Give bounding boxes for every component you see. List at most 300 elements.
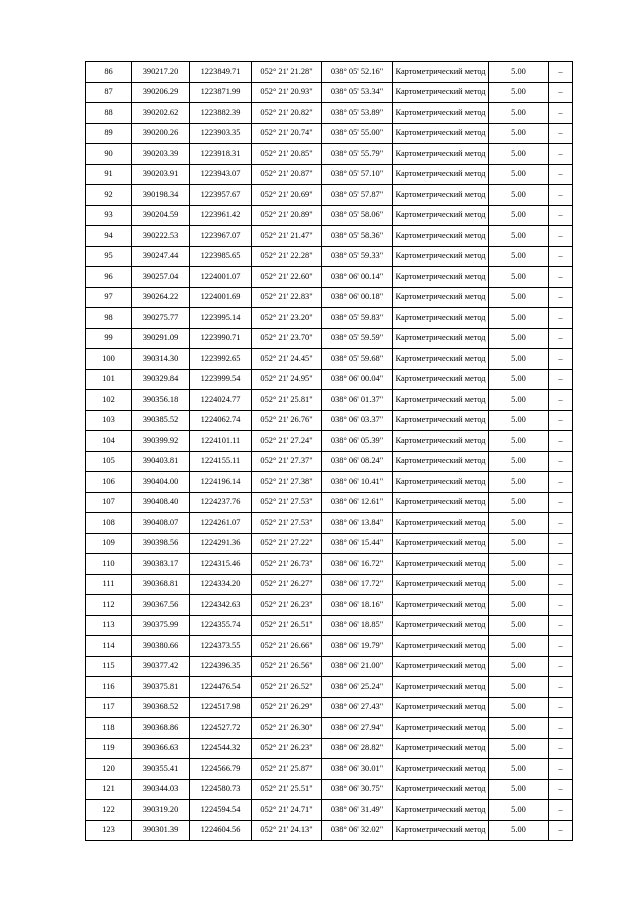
longitude-cell: 038° 05' 53.34": [322, 82, 393, 103]
method-cell: Картометрический метод: [393, 718, 489, 739]
accuracy-cell: 5.00: [489, 451, 549, 472]
point-number-cell: 96: [86, 267, 132, 288]
accuracy-cell: 5.00: [489, 656, 549, 677]
accuracy-cell: 5.00: [489, 595, 549, 616]
x-coordinate-cell: 390375.99: [132, 615, 190, 636]
point-number-cell: 117: [86, 697, 132, 718]
method-cell: Картометрический метод: [393, 246, 489, 267]
latitude-cell: 052° 21' 26.73": [252, 554, 322, 575]
note-cell: –: [549, 779, 573, 800]
point-number-cell: 115: [86, 656, 132, 677]
method-cell: Картометрический метод: [393, 308, 489, 329]
y-coordinate-cell: 1223967.07: [190, 226, 252, 247]
accuracy-cell: 5.00: [489, 410, 549, 431]
latitude-cell: 052° 21' 23.70": [252, 328, 322, 349]
table-row: [86, 246, 573, 267]
point-number-cell: 86: [86, 62, 132, 83]
longitude-cell: 038° 06' 28.82": [322, 738, 393, 759]
latitude-cell: 052° 21' 25.81": [252, 390, 322, 411]
note-cell: –: [549, 759, 573, 780]
note-cell: –: [549, 574, 573, 595]
note-cell: –: [549, 820, 573, 841]
x-coordinate-cell: 390247.44: [132, 246, 190, 267]
y-coordinate-cell: 1224544.32: [190, 738, 252, 759]
table-row: [86, 800, 573, 821]
note-cell: –: [549, 62, 573, 83]
point-number-cell: 92: [86, 185, 132, 206]
longitude-cell: 038° 06' 18.85": [322, 615, 393, 636]
latitude-cell: 052° 21' 25.51": [252, 779, 322, 800]
coordinates-table: [85, 61, 573, 841]
table-row: [86, 103, 573, 124]
table-row: [86, 451, 573, 472]
method-cell: Картометрический метод: [393, 226, 489, 247]
point-number-cell: 108: [86, 513, 132, 534]
x-coordinate-cell: 390314.30: [132, 349, 190, 370]
point-number-cell: 109: [86, 533, 132, 554]
y-coordinate-cell: 1223992.65: [190, 349, 252, 370]
x-coordinate-cell: 390366.63: [132, 738, 190, 759]
table-row: [86, 349, 573, 370]
longitude-cell: 038° 06' 00.14": [322, 267, 393, 288]
y-coordinate-cell: 1224604.56: [190, 820, 252, 841]
latitude-cell: 052° 21' 27.53": [252, 492, 322, 513]
x-coordinate-cell: 390200.26: [132, 123, 190, 144]
longitude-cell: 038° 06' 27.43": [322, 697, 393, 718]
table-row: [86, 738, 573, 759]
accuracy-cell: 5.00: [489, 800, 549, 821]
longitude-cell: 038° 05' 59.68": [322, 349, 393, 370]
longitude-cell: 038° 06' 13.84": [322, 513, 393, 534]
point-number-cell: 95: [86, 246, 132, 267]
longitude-cell: 038° 06' 30.01": [322, 759, 393, 780]
note-cell: –: [549, 144, 573, 165]
table-body: [86, 62, 573, 841]
table-row: [86, 574, 573, 595]
method-cell: Картометрический метод: [393, 287, 489, 308]
accuracy-cell: 5.00: [489, 677, 549, 698]
y-coordinate-cell: 1224594.54: [190, 800, 252, 821]
latitude-cell: 052° 21' 24.45": [252, 349, 322, 370]
longitude-cell: 038° 06' 00.18": [322, 287, 393, 308]
point-number-cell: 100: [86, 349, 132, 370]
latitude-cell: 052° 21' 26.23": [252, 738, 322, 759]
accuracy-cell: 5.00: [489, 390, 549, 411]
note-cell: –: [549, 246, 573, 267]
y-coordinate-cell: 1224396.35: [190, 656, 252, 677]
x-coordinate-cell: 390291.09: [132, 328, 190, 349]
accuracy-cell: 5.00: [489, 246, 549, 267]
note-cell: –: [549, 390, 573, 411]
y-coordinate-cell: 1224196.14: [190, 472, 252, 493]
note-cell: –: [549, 103, 573, 124]
x-coordinate-cell: 390404.00: [132, 472, 190, 493]
point-number-cell: 98: [86, 308, 132, 329]
point-number-cell: 103: [86, 410, 132, 431]
x-coordinate-cell: 390202.62: [132, 103, 190, 124]
note-cell: –: [549, 718, 573, 739]
accuracy-cell: 5.00: [489, 472, 549, 493]
point-number-cell: 120: [86, 759, 132, 780]
point-number-cell: 110: [86, 554, 132, 575]
x-coordinate-cell: 390408.40: [132, 492, 190, 513]
method-cell: Картометрический метод: [393, 82, 489, 103]
longitude-cell: 038° 05' 59.59": [322, 328, 393, 349]
table-row: [86, 267, 573, 288]
point-number-cell: 90: [86, 144, 132, 165]
table-row: [86, 779, 573, 800]
latitude-cell: 052° 21' 26.56": [252, 656, 322, 677]
accuracy-cell: 5.00: [489, 287, 549, 308]
table-row: [86, 205, 573, 226]
point-number-cell: 101: [86, 369, 132, 390]
y-coordinate-cell: 1224001.69: [190, 287, 252, 308]
y-coordinate-cell: 1224476.54: [190, 677, 252, 698]
longitude-cell: 038° 06' 19.79": [322, 636, 393, 657]
note-cell: –: [549, 205, 573, 226]
table-row: [86, 615, 573, 636]
longitude-cell: 038° 06' 03.37": [322, 410, 393, 431]
table-row: [86, 164, 573, 185]
method-cell: Картометрический метод: [393, 513, 489, 534]
accuracy-cell: 5.00: [489, 185, 549, 206]
longitude-cell: 038° 06' 21.00": [322, 656, 393, 677]
point-number-cell: 93: [86, 205, 132, 226]
accuracy-cell: 5.00: [489, 82, 549, 103]
y-coordinate-cell: 1224315.46: [190, 554, 252, 575]
longitude-cell: 038° 06' 12.61": [322, 492, 393, 513]
method-cell: Картометрический метод: [393, 328, 489, 349]
longitude-cell: 038° 05' 55.00": [322, 123, 393, 144]
x-coordinate-cell: 390368.81: [132, 574, 190, 595]
y-coordinate-cell: 1224373.55: [190, 636, 252, 657]
longitude-cell: 038° 05' 59.33": [322, 246, 393, 267]
latitude-cell: 052° 21' 22.83": [252, 287, 322, 308]
note-cell: –: [549, 472, 573, 493]
latitude-cell: 052° 21' 21.47": [252, 226, 322, 247]
y-coordinate-cell: 1223943.07: [190, 164, 252, 185]
table-row: [86, 390, 573, 411]
longitude-cell: 038° 05' 57.87": [322, 185, 393, 206]
x-coordinate-cell: 390380.66: [132, 636, 190, 657]
note-cell: –: [549, 492, 573, 513]
latitude-cell: 052° 21' 22.60": [252, 267, 322, 288]
method-cell: Картометрический метод: [393, 820, 489, 841]
x-coordinate-cell: 390385.52: [132, 410, 190, 431]
point-number-cell: 89: [86, 123, 132, 144]
point-number-cell: 122: [86, 800, 132, 821]
y-coordinate-cell: 1223961.42: [190, 205, 252, 226]
x-coordinate-cell: 390356.18: [132, 390, 190, 411]
x-coordinate-cell: 390204.59: [132, 205, 190, 226]
x-coordinate-cell: 390301.39: [132, 820, 190, 841]
accuracy-cell: 5.00: [489, 492, 549, 513]
longitude-cell: 038° 06' 17.72": [322, 574, 393, 595]
y-coordinate-cell: 1223918.31: [190, 144, 252, 165]
x-coordinate-cell: 390198.34: [132, 185, 190, 206]
x-coordinate-cell: 390399.92: [132, 431, 190, 452]
x-coordinate-cell: 390222.53: [132, 226, 190, 247]
y-coordinate-cell: 1224342.63: [190, 595, 252, 616]
accuracy-cell: 5.00: [489, 226, 549, 247]
method-cell: Картометрический метод: [393, 800, 489, 821]
y-coordinate-cell: 1224517.98: [190, 697, 252, 718]
latitude-cell: 052° 21' 27.53": [252, 513, 322, 534]
accuracy-cell: 5.00: [489, 738, 549, 759]
y-coordinate-cell: 1224155.11: [190, 451, 252, 472]
x-coordinate-cell: 390203.39: [132, 144, 190, 165]
accuracy-cell: 5.00: [489, 820, 549, 841]
y-coordinate-cell: 1224261.07: [190, 513, 252, 534]
method-cell: Картометрический метод: [393, 595, 489, 616]
point-number-cell: 112: [86, 595, 132, 616]
y-coordinate-cell: 1224566.79: [190, 759, 252, 780]
note-cell: –: [549, 287, 573, 308]
x-coordinate-cell: 390408.07: [132, 513, 190, 534]
table-row: [86, 328, 573, 349]
y-coordinate-cell: 1224062.74: [190, 410, 252, 431]
table-row: [86, 123, 573, 144]
accuracy-cell: 5.00: [489, 718, 549, 739]
longitude-cell: 038° 06' 18.16": [322, 595, 393, 616]
note-cell: –: [549, 595, 573, 616]
note-cell: –: [549, 656, 573, 677]
x-coordinate-cell: 390368.86: [132, 718, 190, 739]
latitude-cell: 052° 21' 27.24": [252, 431, 322, 452]
longitude-cell: 038° 06' 01.37": [322, 390, 393, 411]
x-coordinate-cell: 390275.77: [132, 308, 190, 329]
y-coordinate-cell: 1223882.39: [190, 103, 252, 124]
table-row: [86, 82, 573, 103]
method-cell: Картометрический метод: [393, 144, 489, 165]
latitude-cell: 052° 21' 26.76": [252, 410, 322, 431]
x-coordinate-cell: 390403.81: [132, 451, 190, 472]
table-row: [86, 677, 573, 698]
longitude-cell: 038° 06' 16.72": [322, 554, 393, 575]
longitude-cell: 038° 05' 53.89": [322, 103, 393, 124]
method-cell: Картометрический метод: [393, 574, 489, 595]
point-number-cell: 104: [86, 431, 132, 452]
latitude-cell: 052° 21' 25.87": [252, 759, 322, 780]
note-cell: –: [549, 369, 573, 390]
point-number-cell: 121: [86, 779, 132, 800]
latitude-cell: 052° 21' 20.93": [252, 82, 322, 103]
accuracy-cell: 5.00: [489, 779, 549, 800]
method-cell: Картометрический метод: [393, 615, 489, 636]
longitude-cell: 038° 06' 27.94": [322, 718, 393, 739]
x-coordinate-cell: 390383.17: [132, 554, 190, 575]
x-coordinate-cell: 390375.81: [132, 677, 190, 698]
y-coordinate-cell: 1224334.20: [190, 574, 252, 595]
table-row: [86, 636, 573, 657]
method-cell: Картометрический метод: [393, 390, 489, 411]
y-coordinate-cell: 1224101.11: [190, 431, 252, 452]
point-number-cell: 118: [86, 718, 132, 739]
point-number-cell: 113: [86, 615, 132, 636]
method-cell: Картометрический метод: [393, 185, 489, 206]
y-coordinate-cell: 1223849.71: [190, 62, 252, 83]
point-number-cell: 87: [86, 82, 132, 103]
y-coordinate-cell: 1223995.14: [190, 308, 252, 329]
note-cell: –: [549, 697, 573, 718]
longitude-cell: 038° 06' 10.41": [322, 472, 393, 493]
x-coordinate-cell: 390217.20: [132, 62, 190, 83]
accuracy-cell: 5.00: [489, 164, 549, 185]
note-cell: –: [549, 164, 573, 185]
note-cell: –: [549, 185, 573, 206]
table-row: [86, 697, 573, 718]
table-row: [86, 369, 573, 390]
x-coordinate-cell: 390206.29: [132, 82, 190, 103]
longitude-cell: 038° 06' 15.44": [322, 533, 393, 554]
longitude-cell: 038° 05' 58.06": [322, 205, 393, 226]
method-cell: Картометрический метод: [393, 205, 489, 226]
accuracy-cell: 5.00: [489, 328, 549, 349]
method-cell: Картометрический метод: [393, 123, 489, 144]
note-cell: –: [549, 533, 573, 554]
table-row: [86, 308, 573, 329]
table-row: [86, 62, 573, 83]
y-coordinate-cell: 1224580.73: [190, 779, 252, 800]
method-cell: Картометрический метод: [393, 349, 489, 370]
longitude-cell: 038° 05' 59.83": [322, 308, 393, 329]
y-coordinate-cell: 1223871.99: [190, 82, 252, 103]
accuracy-cell: 5.00: [489, 123, 549, 144]
accuracy-cell: 5.00: [489, 103, 549, 124]
point-number-cell: 94: [86, 226, 132, 247]
note-cell: –: [549, 636, 573, 657]
table-row: [86, 759, 573, 780]
note-cell: –: [549, 615, 573, 636]
y-coordinate-cell: 1224291.36: [190, 533, 252, 554]
table-row: [86, 656, 573, 677]
table-row: [86, 287, 573, 308]
note-cell: –: [549, 226, 573, 247]
note-cell: –: [549, 554, 573, 575]
longitude-cell: 038° 06' 08.24": [322, 451, 393, 472]
latitude-cell: 052° 21' 27.22": [252, 533, 322, 554]
note-cell: –: [549, 800, 573, 821]
table-row: [86, 718, 573, 739]
x-coordinate-cell: 390344.03: [132, 779, 190, 800]
method-cell: Картометрический метод: [393, 677, 489, 698]
latitude-cell: 052° 21' 27.38": [252, 472, 322, 493]
method-cell: Картометрический метод: [393, 636, 489, 657]
point-number-cell: 107: [86, 492, 132, 513]
latitude-cell: 052° 21' 24.13": [252, 820, 322, 841]
y-coordinate-cell: 1224024.77: [190, 390, 252, 411]
latitude-cell: 052° 21' 20.87": [252, 164, 322, 185]
x-coordinate-cell: 390377.42: [132, 656, 190, 677]
point-number-cell: 102: [86, 390, 132, 411]
latitude-cell: 052° 21' 26.52": [252, 677, 322, 698]
method-cell: Картометрический метод: [393, 103, 489, 124]
method-cell: Картометрический метод: [393, 410, 489, 431]
method-cell: Картометрический метод: [393, 267, 489, 288]
method-cell: Картометрический метод: [393, 492, 489, 513]
point-number-cell: 123: [86, 820, 132, 841]
accuracy-cell: 5.00: [489, 369, 549, 390]
latitude-cell: 052° 21' 22.28": [252, 246, 322, 267]
y-coordinate-cell: 1224237.76: [190, 492, 252, 513]
method-cell: Картометрический метод: [393, 472, 489, 493]
latitude-cell: 052° 21' 26.51": [252, 615, 322, 636]
point-number-cell: 91: [86, 164, 132, 185]
y-coordinate-cell: 1224001.07: [190, 267, 252, 288]
latitude-cell: 052° 21' 26.29": [252, 697, 322, 718]
note-cell: –: [549, 328, 573, 349]
latitude-cell: 052° 21' 20.69": [252, 185, 322, 206]
method-cell: Картометрический метод: [393, 554, 489, 575]
longitude-cell: 038° 06' 05.39": [322, 431, 393, 452]
accuracy-cell: 5.00: [489, 267, 549, 288]
accuracy-cell: 5.00: [489, 554, 549, 575]
accuracy-cell: 5.00: [489, 636, 549, 657]
method-cell: Картометрический метод: [393, 697, 489, 718]
point-number-cell: 105: [86, 451, 132, 472]
x-coordinate-cell: 390398.56: [132, 533, 190, 554]
latitude-cell: 052° 21' 23.20": [252, 308, 322, 329]
note-cell: –: [549, 431, 573, 452]
note-cell: –: [549, 677, 573, 698]
x-coordinate-cell: 390367.56: [132, 595, 190, 616]
latitude-cell: 052° 21' 20.85": [252, 144, 322, 165]
table-row: [86, 431, 573, 452]
y-coordinate-cell: 1223957.67: [190, 185, 252, 206]
accuracy-cell: 5.00: [489, 205, 549, 226]
latitude-cell: 052° 21' 26.30": [252, 718, 322, 739]
point-number-cell: 111: [86, 574, 132, 595]
longitude-cell: 038° 05' 55.79": [322, 144, 393, 165]
latitude-cell: 052° 21' 20.89": [252, 205, 322, 226]
longitude-cell: 038° 06' 32.02": [322, 820, 393, 841]
y-coordinate-cell: 1223990.71: [190, 328, 252, 349]
longitude-cell: 038° 05' 57.10": [322, 164, 393, 185]
y-coordinate-cell: 1224527.72: [190, 718, 252, 739]
note-cell: –: [549, 308, 573, 329]
y-coordinate-cell: 1224355.74: [190, 615, 252, 636]
y-coordinate-cell: 1223999.54: [190, 369, 252, 390]
point-number-cell: 119: [86, 738, 132, 759]
note-cell: –: [549, 513, 573, 534]
latitude-cell: 052° 21' 24.95": [252, 369, 322, 390]
method-cell: Картометрический метод: [393, 164, 489, 185]
latitude-cell: 052° 21' 26.66": [252, 636, 322, 657]
table-row: [86, 513, 573, 534]
x-coordinate-cell: 390203.91: [132, 164, 190, 185]
accuracy-cell: 5.00: [489, 533, 549, 554]
latitude-cell: 052° 21' 27.37": [252, 451, 322, 472]
accuracy-cell: 5.00: [489, 308, 549, 329]
latitude-cell: 052° 21' 24.71": [252, 800, 322, 821]
table-row: [86, 492, 573, 513]
longitude-cell: 038° 05' 58.36": [322, 226, 393, 247]
method-cell: Картометрический метод: [393, 759, 489, 780]
longitude-cell: 038° 06' 00.04": [322, 369, 393, 390]
method-cell: Картометрический метод: [393, 533, 489, 554]
note-cell: –: [549, 738, 573, 759]
table-row: [86, 144, 573, 165]
x-coordinate-cell: 390368.52: [132, 697, 190, 718]
note-cell: –: [549, 82, 573, 103]
longitude-cell: 038° 06' 30.75": [322, 779, 393, 800]
accuracy-cell: 5.00: [489, 144, 549, 165]
table-row: [86, 185, 573, 206]
y-coordinate-cell: 1223903.35: [190, 123, 252, 144]
note-cell: –: [549, 451, 573, 472]
y-coordinate-cell: 1223985.65: [190, 246, 252, 267]
method-cell: Картометрический метод: [393, 369, 489, 390]
